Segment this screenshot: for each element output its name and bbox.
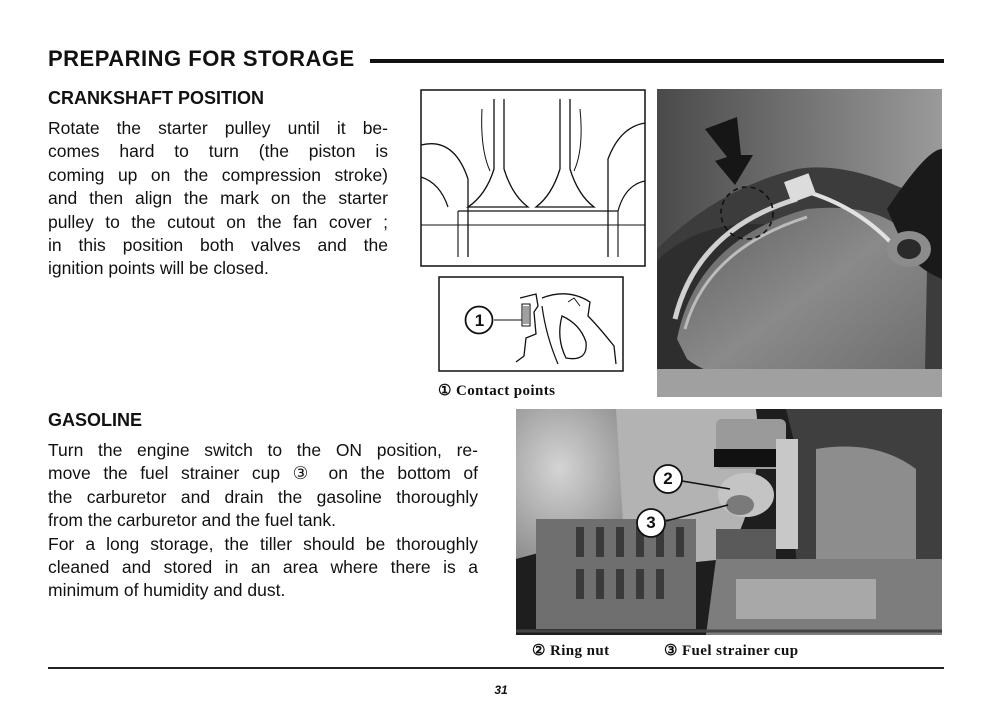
ring-nut-callout: 2 (663, 469, 673, 488)
valve-diagram (420, 89, 646, 267)
ring-nut-caption: ② Ring nut (532, 643, 610, 659)
contact-points-callout: 1 (474, 311, 485, 330)
gasoline-paragraph (48, 439, 478, 603)
text-line: Rotate the starter pulley until it be- (48, 118, 388, 138)
carburetor-photo-image (516, 409, 942, 635)
starter-pulley-photo (657, 89, 942, 397)
text-line: coming up on the compression stroke) (48, 164, 388, 185)
text-line: cleaned and stored in an area where there is a (48, 557, 478, 578)
contact-points-caption: ① Contact points (438, 383, 556, 399)
text-line: the carburetor and drain the gasoline thoroughly (48, 486, 478, 507)
text-line: and then align the mark on the starter (48, 188, 388, 209)
text-line: comes hard to turn (the piston is (48, 141, 388, 162)
text-line: move the fuel strainer cup ③ on the bottom of (48, 463, 478, 484)
text-line: Turn the engine switch to the ON position, re- (48, 440, 478, 460)
text-line: from the carburetor and the fuel tank. (48, 510, 336, 531)
title-rule (370, 59, 944, 63)
page-number: 31 (494, 683, 508, 697)
page-title: PREPARING FOR STORAGE (48, 46, 355, 71)
text-line: For a long storage, the tiller should be thoroughly (48, 533, 478, 554)
crankshaft-heading: CRANKSHAFT POSITION (48, 88, 264, 108)
gasoline-heading: GASOLINE (48, 410, 143, 430)
text-line: ignition points will be closed. (48, 258, 269, 279)
footer-rule (48, 667, 944, 669)
text-line: pulley to the cutout on the fan cover ; (48, 211, 388, 232)
carburetor-photo (516, 409, 942, 635)
crankshaft-paragraph (48, 117, 388, 281)
fuel-strainer-callout: 3 (646, 513, 656, 532)
text-line: minimum of humidity and dust. (48, 580, 286, 601)
text-line: in this position both valves and the (48, 235, 388, 256)
fuel-strainer-caption: ③ Fuel strainer cup (664, 643, 799, 659)
contact-points-diagram (438, 276, 624, 372)
